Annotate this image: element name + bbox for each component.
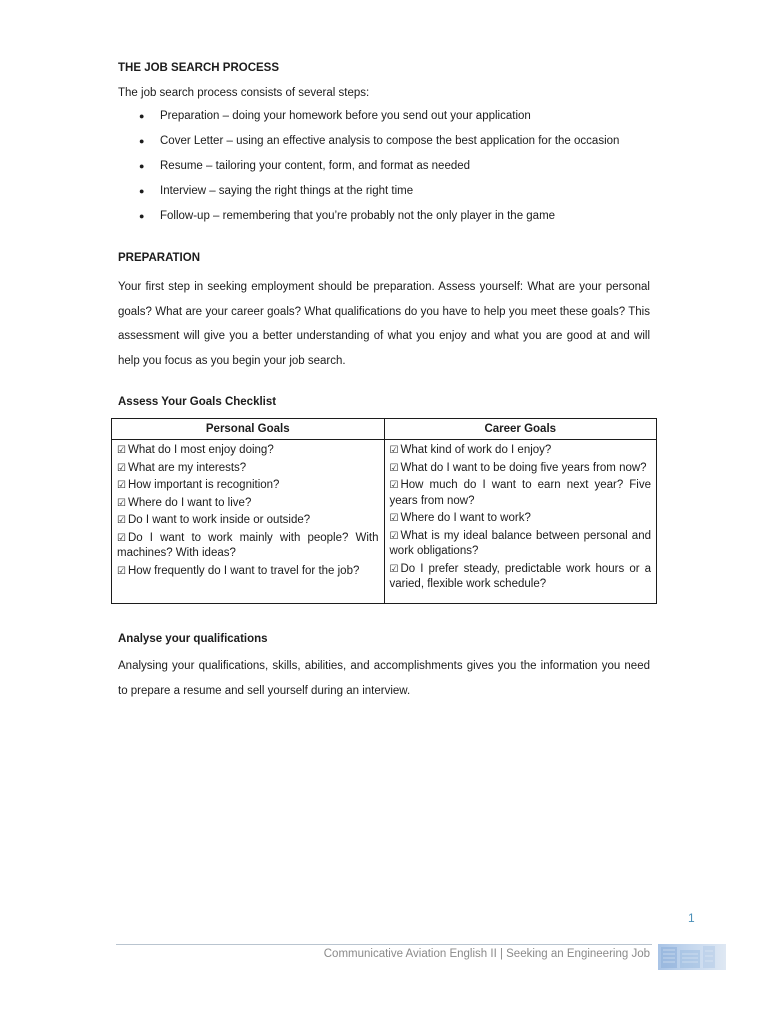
checkbox-icon: ☑ <box>389 513 399 524</box>
step-text: Cover Letter – using an effective analysis to compose the best application for the occasion <box>160 135 620 147</box>
bullet-icon: ● <box>139 211 145 221</box>
list-item <box>118 184 650 198</box>
personal-goals-header: Personal Goals <box>112 419 385 440</box>
list-item: ☑ Do I prefer steady, predictable work hours or a varied, flexible work schedule? <box>389 562 651 590</box>
personal-goals-cell <box>112 440 385 604</box>
checkbox-icon: ☑ <box>117 462 126 474</box>
step-text: Preparation – doing your homework before you send out your application <box>160 110 531 122</box>
list-item <box>118 134 650 148</box>
checkbox-icon: ☑ <box>389 530 399 542</box>
checkbox-icon: ☑ <box>117 480 126 491</box>
checkbox-icon: ☑ <box>117 532 126 544</box>
table-header-row <box>112 419 657 440</box>
footer-divider <box>116 944 652 945</box>
step-text: Follow-up – remembering that you’re probably not the only player in the game <box>160 210 556 222</box>
checkbox-icon: ☑ <box>117 445 126 456</box>
heading-checklist: Assess Your Goals Checklist <box>118 396 277 408</box>
career-goals-cell <box>384 440 657 604</box>
footer-building-graphic <box>658 944 726 970</box>
list-item: ☑ Do I want to work inside or outside? <box>117 514 311 526</box>
footer-text: Communicative Aviation English II | Seeking an Engineering Job <box>323 948 650 960</box>
list-item: ☑ How important is recognition? <box>117 479 280 491</box>
list-item: ☑ Where do I want to live? <box>117 496 252 509</box>
list-item <box>118 159 650 173</box>
table-row <box>112 440 657 604</box>
heading-job-search: THE JOB SEARCH PROCESS <box>118 62 280 74</box>
intro-text: The job search process consists of several steps: <box>118 87 370 99</box>
list-item: ☑ What do I most enjoy doing? <box>117 444 274 456</box>
checkbox-icon: ☑ <box>389 462 399 474</box>
analyse-paragraph: Analysing your qualifications, skills, abilities, and accomplishments gives you the information you need to prepare a resume and sell yourself during an interview. <box>118 659 650 697</box>
list-item: ☑ How frequently do I want to travel for the job? <box>117 564 360 577</box>
list-item <box>118 209 650 223</box>
list-item: ☑ How much do I want to earn next year? Five years from now? <box>389 479 651 507</box>
step-text: Interview – saying the right things at the right time <box>160 185 414 197</box>
preparation-paragraph: Your first step in seeking employment should be preparation. Assess yourself: What are your personal goals? What are your career goals? What qualifications do you have to help you meet these goals? This assessment will give you a better understanding of what you enjoy and what you are good at and will help you focus as you begin your job search. <box>118 281 650 367</box>
list-item: ☑ What is my ideal balance between personal and work obligations? <box>389 529 651 557</box>
heading-preparation: PREPARATION <box>118 252 200 264</box>
bullet-icon: ● <box>139 111 145 121</box>
bullet-icon: ● <box>139 161 145 171</box>
checkbox-icon: ☑ <box>389 480 399 491</box>
list-item: ☑ What do I want to be doing five years from now? <box>389 461 647 474</box>
list-item: ☑ Where do I want to work? <box>389 512 531 524</box>
step-text: Resume – tailoring your content, form, and format as needed <box>160 160 471 172</box>
goals-checklist-table <box>111 418 657 604</box>
list-item: ☑ What are my interests? <box>117 461 247 474</box>
checkbox-icon: ☑ <box>117 565 126 577</box>
bullet-icon: ● <box>139 136 145 146</box>
bullet-icon: ● <box>139 186 145 196</box>
career-goals-header: Career Goals <box>384 419 657 440</box>
list-item: ☑ What kind of work do I enjoy? <box>389 444 552 456</box>
heading-analyse: Analyse your qualifications <box>118 632 268 645</box>
list-item <box>118 109 650 123</box>
checkbox-icon: ☑ <box>389 445 399 456</box>
checkbox-icon: ☑ <box>117 515 126 526</box>
checkbox-icon: ☑ <box>117 497 126 509</box>
list-item: ☑ Do I want to work mainly with people? With machines? With ideas? <box>117 531 379 559</box>
page-number: 1 <box>688 911 695 925</box>
page-content <box>118 61 650 704</box>
checkbox-icon: ☑ <box>389 563 399 575</box>
steps-list <box>118 109 650 223</box>
